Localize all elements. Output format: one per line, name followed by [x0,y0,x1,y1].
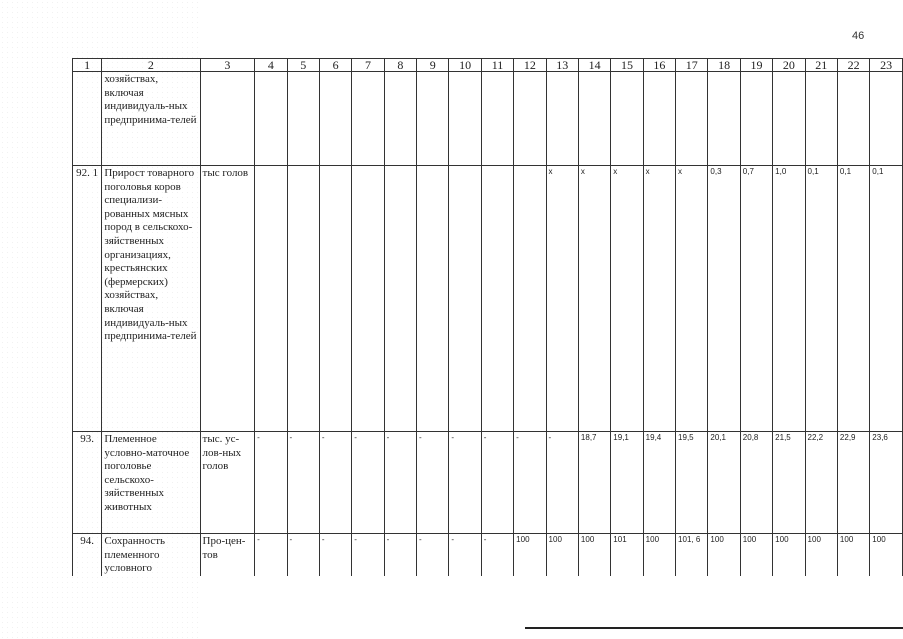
value-cell [708,72,740,166]
column-header: 3 [200,59,255,72]
unit-of-measure [200,72,255,166]
column-header: 20 [773,59,805,72]
table-row [73,166,903,432]
unit-of-measure: Про-цен-тов [200,534,255,577]
value-cell: 100 [805,534,837,577]
indicator-table [72,58,903,576]
column-header: 18 [708,59,740,72]
value-cell: 100 [740,534,772,577]
value-cell: 100 [870,534,903,577]
row-number [73,72,102,166]
value-cell [255,166,287,432]
value-cell: x [676,166,708,432]
value-cell [352,166,384,432]
value-cell: - [255,432,287,534]
value-cell: - [449,534,481,577]
value-cell [643,72,675,166]
value-cell: 23,6 [870,432,903,534]
indicator-name: Сохранность племенного условного [102,534,200,577]
value-cell [417,166,449,432]
indicator-table-sheet [72,58,903,576]
value-cell: - [417,432,449,534]
value-cell: x [578,166,610,432]
value-cell: x [643,166,675,432]
value-cell: 1,0 [773,166,805,432]
value-cell: - [384,534,416,577]
value-cell: - [481,432,513,534]
value-cell [740,72,772,166]
value-cell: 100 [708,534,740,577]
value-cell: 0,1 [837,166,869,432]
column-header: 11 [481,59,513,72]
indicator-name: Племенное условно-маточное поголовье сельскохо-зяйственных животных [102,432,200,534]
column-header: 21 [805,59,837,72]
value-cell [255,72,287,166]
value-cell: - [546,432,578,534]
table-row [73,432,903,534]
column-header: 6 [319,59,351,72]
row-number: 93. [73,432,102,534]
value-cell: 100 [837,534,869,577]
value-cell: 100 [643,534,675,577]
row-number: 94. [73,534,102,577]
column-header: 17 [676,59,708,72]
value-cell: - [287,432,319,534]
value-cell [773,72,805,166]
table-row [73,534,903,577]
column-header: 1 [73,59,102,72]
unit-of-measure: тыс. ус-лов-ных голов [200,432,255,534]
value-cell [384,72,416,166]
value-cell: 0,3 [708,166,740,432]
value-cell: - [255,534,287,577]
value-cell [546,72,578,166]
column-header: 4 [255,59,287,72]
table-row [73,72,903,166]
value-cell: x [546,166,578,432]
value-cell [870,72,903,166]
value-cell: 0,7 [740,166,772,432]
value-cell: 100 [578,534,610,577]
value-cell: 100 [546,534,578,577]
value-cell [319,72,351,166]
column-header: 5 [287,59,319,72]
value-cell: - [319,432,351,534]
value-cell [514,166,546,432]
value-cell [287,72,319,166]
indicator-name: Прирост товарного поголовья коров специализи-рованных мясных пород в сельскохо-зяйственных организациях, крестьянских (фермерских) хозяйствах, включая индивидуаль-ных предпринима-телей [102,166,200,432]
value-cell: 19,5 [676,432,708,534]
value-cell [481,72,513,166]
unit-of-measure: тыс голов [200,166,255,432]
value-cell: - [417,534,449,577]
value-cell [481,166,513,432]
value-cell [676,72,708,166]
page-number: 46 [852,30,865,42]
value-cell: 19,4 [643,432,675,534]
value-cell: - [514,432,546,534]
value-cell: 101 [611,534,643,577]
value-cell: 19,1 [611,432,643,534]
value-cell: 101, 6 [676,534,708,577]
column-header: 13 [546,59,578,72]
column-header: 22 [837,59,869,72]
bottom-rule [525,627,903,629]
value-cell [417,72,449,166]
column-header: 8 [384,59,416,72]
value-cell: - [319,534,351,577]
column-header: 10 [449,59,481,72]
row-number: 92. 1 [73,166,102,432]
value-cell [449,166,481,432]
value-cell: 0,1 [870,166,903,432]
value-cell [449,72,481,166]
column-header: 7 [352,59,384,72]
value-cell: 22,2 [805,432,837,534]
value-cell: - [481,534,513,577]
value-cell [514,72,546,166]
value-cell: 20,8 [740,432,772,534]
value-cell [352,72,384,166]
value-cell: 18,7 [578,432,610,534]
column-header: 9 [417,59,449,72]
column-header: 15 [611,59,643,72]
column-header: 16 [643,59,675,72]
column-header: 12 [514,59,546,72]
value-cell: 0,1 [805,166,837,432]
column-number-row [73,59,903,72]
value-cell: 100 [514,534,546,577]
value-cell: - [352,534,384,577]
value-cell: - [287,534,319,577]
value-cell: - [384,432,416,534]
value-cell: 20,1 [708,432,740,534]
value-cell: 22,9 [837,432,869,534]
value-cell: x [611,166,643,432]
value-cell: 100 [773,534,805,577]
value-cell [805,72,837,166]
column-header: 2 [102,59,200,72]
column-header: 19 [740,59,772,72]
value-cell: 21,5 [773,432,805,534]
value-cell [384,166,416,432]
value-cell [611,72,643,166]
value-cell [319,166,351,432]
value-cell [578,72,610,166]
value-cell: - [352,432,384,534]
value-cell: - [449,432,481,534]
value-cell [837,72,869,166]
column-header: 23 [870,59,903,72]
indicator-name: хозяйствах, включая индивидуаль-ных предпринима-телей [102,72,200,166]
column-header: 14 [578,59,610,72]
value-cell [287,166,319,432]
